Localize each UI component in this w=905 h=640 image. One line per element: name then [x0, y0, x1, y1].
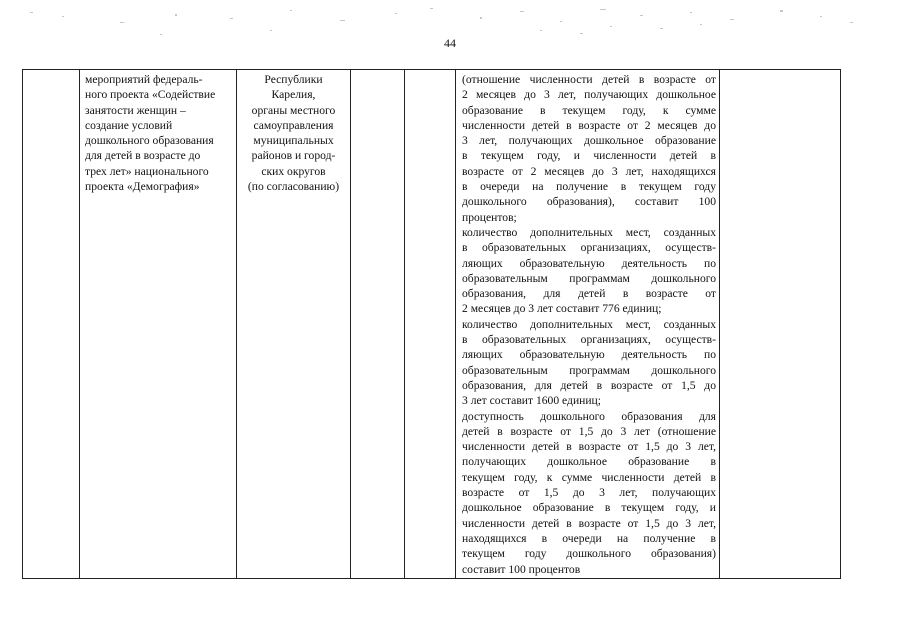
- cell-event: [80, 70, 237, 579]
- result-line: в образовательных организациях, осуществ-: [462, 333, 716, 347]
- table-row: [23, 70, 841, 579]
- result-line: текущем году дошкольного образования): [462, 547, 716, 561]
- result-line: ляющих образовательную деятельность по: [462, 348, 716, 362]
- result-line: дошкольного образования), составит 100: [462, 195, 716, 209]
- executor-line: (по согласованию): [247, 180, 340, 194]
- result-line: (отношение численности детей в возрасте от: [462, 73, 716, 86]
- event-text: [80, 70, 236, 194]
- result-line: образование в текущем году, к сумме: [462, 103, 716, 117]
- result-line: образовательным программам дошкольного: [462, 271, 716, 285]
- result-line: детей в возрасте от 1,5 до 3 лет (отношение: [462, 424, 716, 438]
- result-line: 3 лет, получающих дошкольное образование: [462, 134, 716, 148]
- event-line: создание условий: [85, 118, 173, 132]
- cell-result: [456, 70, 720, 579]
- result-line: в текущем году, и численности детей в: [462, 149, 716, 163]
- result-line: количество дополнительных мест, созданных: [462, 225, 716, 239]
- executor-line: Республики: [264, 73, 323, 86]
- result-line: образования, для детей в возрасте от: [462, 287, 716, 301]
- result-line: в очереди на получение в текущем году: [462, 180, 716, 194]
- page-number: 44: [444, 36, 456, 50]
- result-line: возрасте от 1,5 до 3 лет, получающих: [462, 486, 716, 500]
- executor-line: ских округов: [261, 164, 326, 178]
- cell-executor: [237, 70, 351, 579]
- result-line: образования, для детей в возрасте от 1,5 до: [462, 378, 716, 392]
- result-line: ляющих образовательную деятельность по: [462, 256, 716, 270]
- result-text: [456, 70, 719, 577]
- result-line: численности детей в возрасте от 1,5 до 3 лет,: [462, 440, 716, 454]
- result-line: образовательным программам дошкольного: [462, 363, 716, 377]
- result-line: находящихся в очереди на получение в: [462, 531, 716, 545]
- result-line: численности детей в возрасте от 1,5 до 3 лет,: [462, 516, 716, 530]
- result-line: 2 месяцев до 3 лет составит 776 единиц;: [462, 302, 662, 316]
- result-line: доступность дошкольного образования для: [462, 409, 716, 423]
- result-line: 3 лет составит 1600 единиц;: [462, 394, 601, 408]
- cell-number: [23, 70, 80, 579]
- result-line: дошкольное образование в текущем году, и: [462, 501, 716, 515]
- event-line: занятости женщин –: [85, 103, 186, 117]
- executor-line: районов и город-: [251, 149, 336, 163]
- event-line: дошкольного образования: [85, 134, 214, 148]
- result-line: возрасте от 2 месяцев до 3 лет, находящихся: [462, 164, 716, 178]
- event-line: ного проекта «Содействие: [85, 88, 216, 102]
- event-line: проекта «Демография»: [85, 180, 200, 194]
- result-line: численности детей в возрасте от 2 месяцев до: [462, 118, 716, 132]
- executor-line: Карелия,: [271, 88, 316, 102]
- executor-line: самоуправления: [253, 118, 334, 132]
- result-line: текущем году, к сумме численности детей в: [462, 470, 716, 484]
- cell-note: [720, 70, 841, 579]
- result-line: получающих дошкольное образование в: [462, 455, 716, 469]
- document-table: [22, 69, 841, 579]
- cell-end-date: [405, 70, 456, 579]
- scan-noise: [0, 0, 905, 60]
- result-line: процентов;: [462, 210, 517, 224]
- cell-start-date: [351, 70, 405, 579]
- event-line: для детей в возрасте до: [85, 149, 201, 163]
- result-line: количество дополнительных мест, созданных: [462, 317, 716, 331]
- result-line: 2 месяцев до 3 лет, получающих дошкольное: [462, 88, 716, 102]
- result-line: составит 100 процентов: [462, 562, 581, 576]
- executor-line: органы местного: [251, 103, 336, 117]
- executor-text: [237, 70, 350, 194]
- event-line: трех лет» национального: [85, 164, 209, 178]
- event-line: мероприятий федераль-: [85, 73, 203, 86]
- result-line: в образовательных организациях, осуществ-: [462, 241, 716, 255]
- executor-line: муниципальных: [253, 134, 334, 148]
